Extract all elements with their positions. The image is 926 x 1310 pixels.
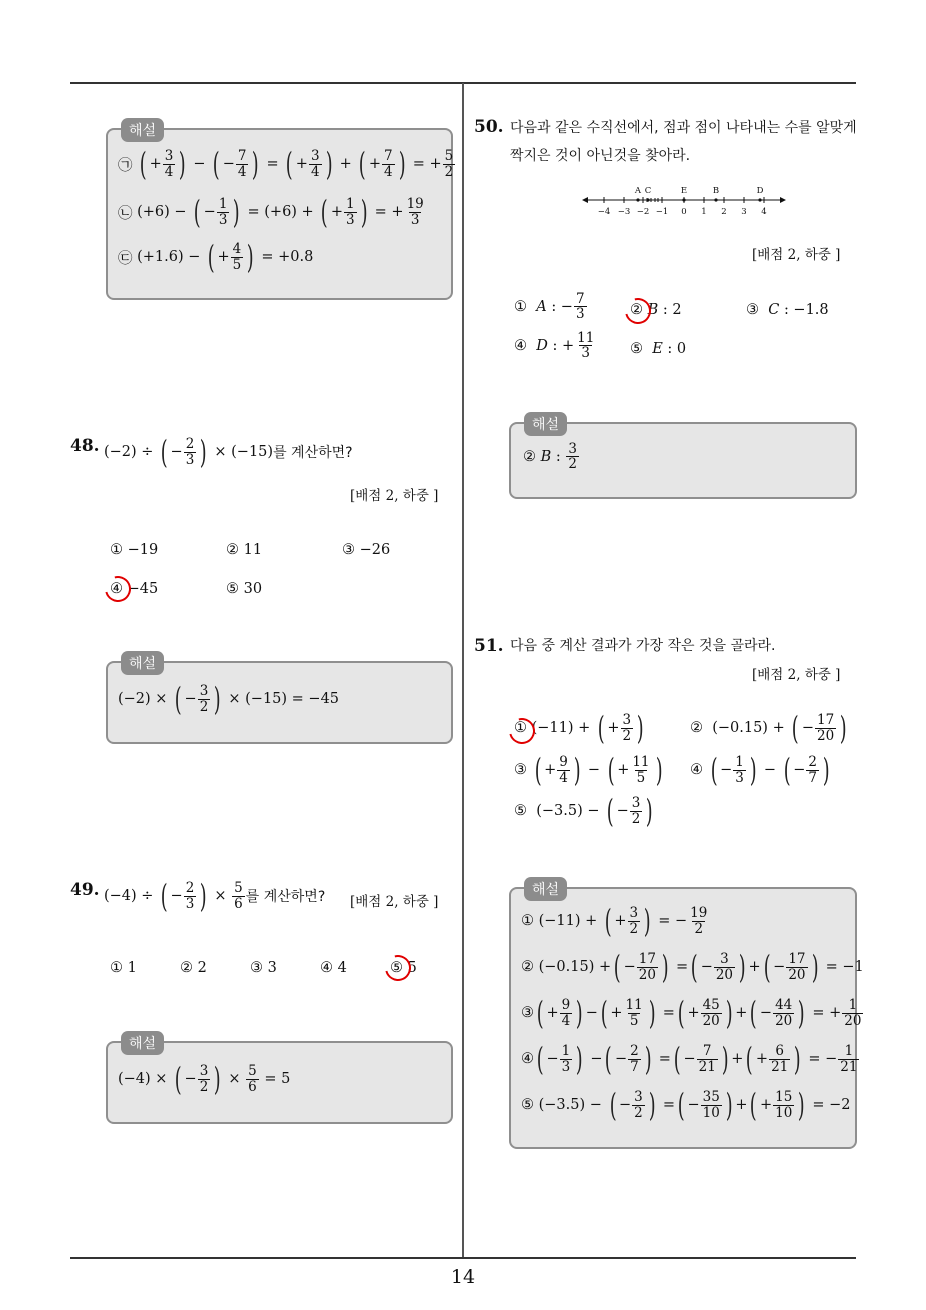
fraction: $\frac{1}{3}$ — [345, 196, 355, 228]
solution-tag: 해설 — [121, 1031, 164, 1055]
fraction: $\frac{7}{4}$ — [237, 148, 247, 180]
fraction: $\frac{9}{4}$ — [561, 997, 571, 1029]
q51-option-2[interactable]: ② (−0.15) + ( − $\frac{17}{20}$ ) — [690, 709, 847, 747]
fraction: $\frac{7}{21}$ — [698, 1043, 716, 1075]
solution-tag: 해설 — [121, 651, 164, 675]
q50-option-1[interactable]: ① A : − $\frac{7}{3}$ — [514, 291, 585, 323]
q48-option-1[interactable]: ① −19 — [110, 542, 159, 558]
q50-option-4[interactable]: ④ D : + $\frac{11}{3}$ — [514, 330, 595, 362]
q49-option-4[interactable]: ④ 4 — [320, 960, 347, 976]
q51-option-1[interactable]: ① (−11) + ( + $\frac{3}{2}$ ) — [514, 709, 644, 747]
point-label-d: D — [756, 186, 764, 196]
tick-label: 1 — [701, 207, 707, 217]
answer-mark-icon — [620, 293, 656, 329]
fraction: $\frac{11}{5}$ — [632, 754, 650, 786]
q49-solution-line: (−4) × ( − $\frac{3}{2}$ ) × $\frac{5}{6}$ = 5 — [118, 1060, 291, 1098]
fraction: $\frac{7}{4}$ — [384, 148, 393, 180]
q50-option-2[interactable]: ② B : 2 — [630, 302, 682, 318]
tick-label: −2 — [636, 207, 650, 217]
fraction: $\frac{11}{5}$ — [625, 997, 643, 1029]
fraction: $\frac{3}{2}$ — [568, 441, 577, 473]
q47-solution-line-1: ㉠ ( + $\frac{3}{4}$ ) − ( − $\frac{7}{4}$ ) = ( + $\frac{3}{4}$ ) + ( + $\frac{7}{4}$ ) = + $\frac{5}{2}$ — [118, 145, 454, 183]
q48-option-4[interactable]: ④ −45 — [110, 581, 159, 597]
q48-score: [배점 2, 하중 ] — [350, 488, 439, 504]
q51-solution-box — [509, 882, 864, 1149]
fraction: $\frac{1}{21}$ — [840, 1043, 858, 1075]
q50-solution-box — [509, 417, 857, 499]
fraction: $\frac{3}{2}$ — [199, 683, 209, 715]
q51-solution-line-1: ① (−11) + ( + $\frac{3}{2}$ ) = − $\frac{19}{2}$ — [521, 902, 708, 940]
q49-solution-box — [106, 1036, 453, 1124]
fraction: $\frac{3}{4}$ — [164, 148, 174, 180]
q51-solution-line-2: ② (−0.15) + ( − $\frac{17}{20}$ ) = ( − $\frac{3}{20}$ ) + ( − $\frac{17}{20}$ ) = −1 — [521, 948, 864, 986]
fraction: $\frac{2}{3}$ — [185, 880, 195, 912]
fraction: $\frac{3}{2}$ — [622, 712, 632, 744]
fraction: $\frac{11}{3}$ — [577, 330, 595, 362]
q48-expression: (−2) ÷ ( − $\frac{2}{3}$ ) × (−15) 를 계산하면? — [104, 433, 353, 471]
tick-label: 0 — [681, 207, 687, 217]
fraction: $\frac{3}{20}$ — [715, 951, 734, 983]
fraction: $\frac{44}{20}$ — [775, 997, 793, 1029]
fraction: $\frac{19}{3}$ — [406, 196, 424, 228]
fraction: $\frac{6}{21}$ — [771, 1043, 789, 1075]
fraction: $\frac{2}{7}$ — [630, 1043, 639, 1075]
column-divider — [462, 83, 464, 1258]
fraction: $\frac{1}{3}$ — [218, 196, 228, 228]
point-label-c: C — [644, 186, 652, 196]
point-label-a: A — [634, 186, 642, 196]
q48-option-2[interactable]: ② 11 — [226, 542, 263, 558]
fraction: $\frac{5}{6}$ — [234, 880, 243, 912]
q49-option-5[interactable]: ⑤ 5 — [390, 960, 417, 976]
solution-tag: 해설 — [121, 118, 164, 142]
fraction: $\frac{7}{3}$ — [575, 291, 585, 323]
q49-option-3[interactable]: ③ 3 — [250, 960, 277, 976]
q51-score: [배점 2, 하중 ] — [752, 667, 841, 683]
q49-option-1[interactable]: ① 1 — [110, 960, 137, 976]
fraction: $\frac{17}{20}$ — [788, 951, 806, 983]
page-number: 14 — [450, 1266, 476, 1288]
fraction: $\frac{15}{10}$ — [775, 1089, 793, 1121]
q49-expression: (−4) ÷ ( − $\frac{2}{3}$ ) × $\frac{5}{6}$ 를 계산하면? — [104, 877, 326, 915]
q51-option-3[interactable]: ③ ( + $\frac{9}{4}$ ) − ( + $\frac{11}{5}$ ) — [514, 751, 663, 789]
fraction: $\frac{1}{3}$ — [735, 754, 744, 786]
q48-solution-line: (−2) × ( − $\frac{3}{2}$ ) × (−15) = −45 — [118, 680, 340, 718]
q48-solution-box — [106, 656, 453, 744]
q47-solution-box — [106, 123, 454, 300]
q49-option-2[interactable]: ② 2 — [180, 960, 207, 976]
fraction: $\frac{5}{2}$ — [444, 148, 454, 180]
fraction: $\frac{9}{4}$ — [559, 754, 568, 786]
tick-label: −3 — [617, 207, 631, 217]
solution-tag: 해설 — [524, 412, 567, 436]
point-label-b: B — [712, 186, 720, 196]
answer-mark-icon — [380, 950, 416, 986]
answer-mark-icon — [100, 571, 136, 607]
tick-label: 3 — [741, 207, 747, 217]
q50-number: 50. — [474, 117, 504, 137]
fraction: $\frac{1}{20}$ — [844, 997, 862, 1029]
q48-number: 48. — [70, 436, 100, 456]
fraction: $\frac{17}{20}$ — [638, 951, 656, 983]
q47-solution-line-3: ㉢ (+1.6) − ( + $\frac{4}{5}$ ) = +0.8 — [118, 238, 314, 276]
fraction: $\frac{35}{10}$ — [702, 1089, 720, 1121]
tick-label: −4 — [597, 207, 611, 217]
q51-text: 다음 중 계산 결과가 가장 작은 것을 골라라. — [510, 638, 776, 654]
bottom-rule — [70, 1257, 856, 1259]
fraction: $\frac{19}{2}$ — [690, 905, 708, 937]
tick-label: −1 — [655, 207, 669, 217]
q51-solution-line-3: ③ ( + $\frac{9}{4}$ ) − ( + $\frac{11}{5}$ ) = ( + $\frac{45}{20}$ ) + ( − $\frac{44}{20}$ ) = + $\frac{1}{20}$ — [521, 994, 862, 1032]
q50-score: [배점 2, 하중 ] — [752, 247, 841, 263]
fraction: $\frac{3}{2}$ — [634, 1089, 643, 1121]
tick-label: 4 — [761, 207, 767, 217]
q49-number: 49. — [70, 880, 100, 900]
tick-label: 2 — [721, 207, 727, 217]
q51-number: 51. — [474, 636, 504, 656]
fraction: $\frac{3}{2}$ — [629, 905, 639, 937]
fraction: $\frac{3}{2}$ — [631, 795, 641, 827]
q47-solution-line-2: ㉡ (+6) − ( − $\frac{1}{3}$ ) = (+6) + ( + $\frac{1}{3}$ ) = + $\frac{19}{3}$ — [118, 193, 424, 231]
fraction: $\frac{17}{20}$ — [816, 712, 835, 744]
q50-option-3[interactable]: ③ C : −1.8 — [746, 302, 829, 318]
fraction: $\frac{3}{4}$ — [310, 148, 320, 180]
number-line — [580, 184, 790, 218]
point-label-e: E — [680, 186, 688, 196]
fraction: $\frac{2}{7}$ — [808, 754, 817, 786]
q50-option-5[interactable]: ⑤ E : 0 — [630, 341, 687, 357]
fraction: $\frac{2}{3}$ — [185, 436, 195, 468]
fraction: $\frac{1}{3}$ — [561, 1043, 571, 1075]
q51-option-4[interactable]: ④ ( − $\frac{1}{3}$ ) − ( − $\frac{2}{7}$ ) — [690, 751, 830, 789]
q48-option-3[interactable]: ③ −26 — [342, 542, 391, 558]
fraction: $\frac{4}{5}$ — [232, 241, 242, 273]
fraction: $\frac{45}{20}$ — [702, 997, 720, 1029]
marker: ㉠ — [118, 157, 133, 174]
q50-text: 다음과 같은 수직선에서, 점과 점이 나타내는 수를 알맞게 짝지은 것이 아닌것을 찾아라. — [510, 120, 857, 164]
q51-solution-line-5: ⑤ (−3.5) − ( − $\frac{3}{2}$ ) = ( − $\frac{35}{10}$ ) + ( + $\frac{15}{10}$ ) = −2 — [521, 1086, 851, 1124]
solution-tag: 해설 — [524, 877, 567, 901]
q50-solution-line: ② B : $\frac{3}{2}$ — [523, 441, 577, 473]
fraction: $\frac{5}{6}$ — [248, 1063, 257, 1095]
q51-option-5[interactable]: ⑤ (−3.5) − ( − $\frac{3}{2}$ ) — [514, 792, 654, 830]
q49-score: [배점 2, 하중 ] — [350, 894, 439, 910]
q51-solution-line-4: ④ ( − $\frac{1}{3}$ ) − ( − $\frac{2}{7}$ ) = ( − $\frac{7}{21}$ ) + ( + $\frac{6}{21}$ ) = − $\frac{1}{21}$ — [521, 1040, 858, 1078]
q48-option-5[interactable]: ⑤ 30 — [226, 581, 263, 597]
fraction: $\frac{3}{2}$ — [199, 1063, 209, 1095]
